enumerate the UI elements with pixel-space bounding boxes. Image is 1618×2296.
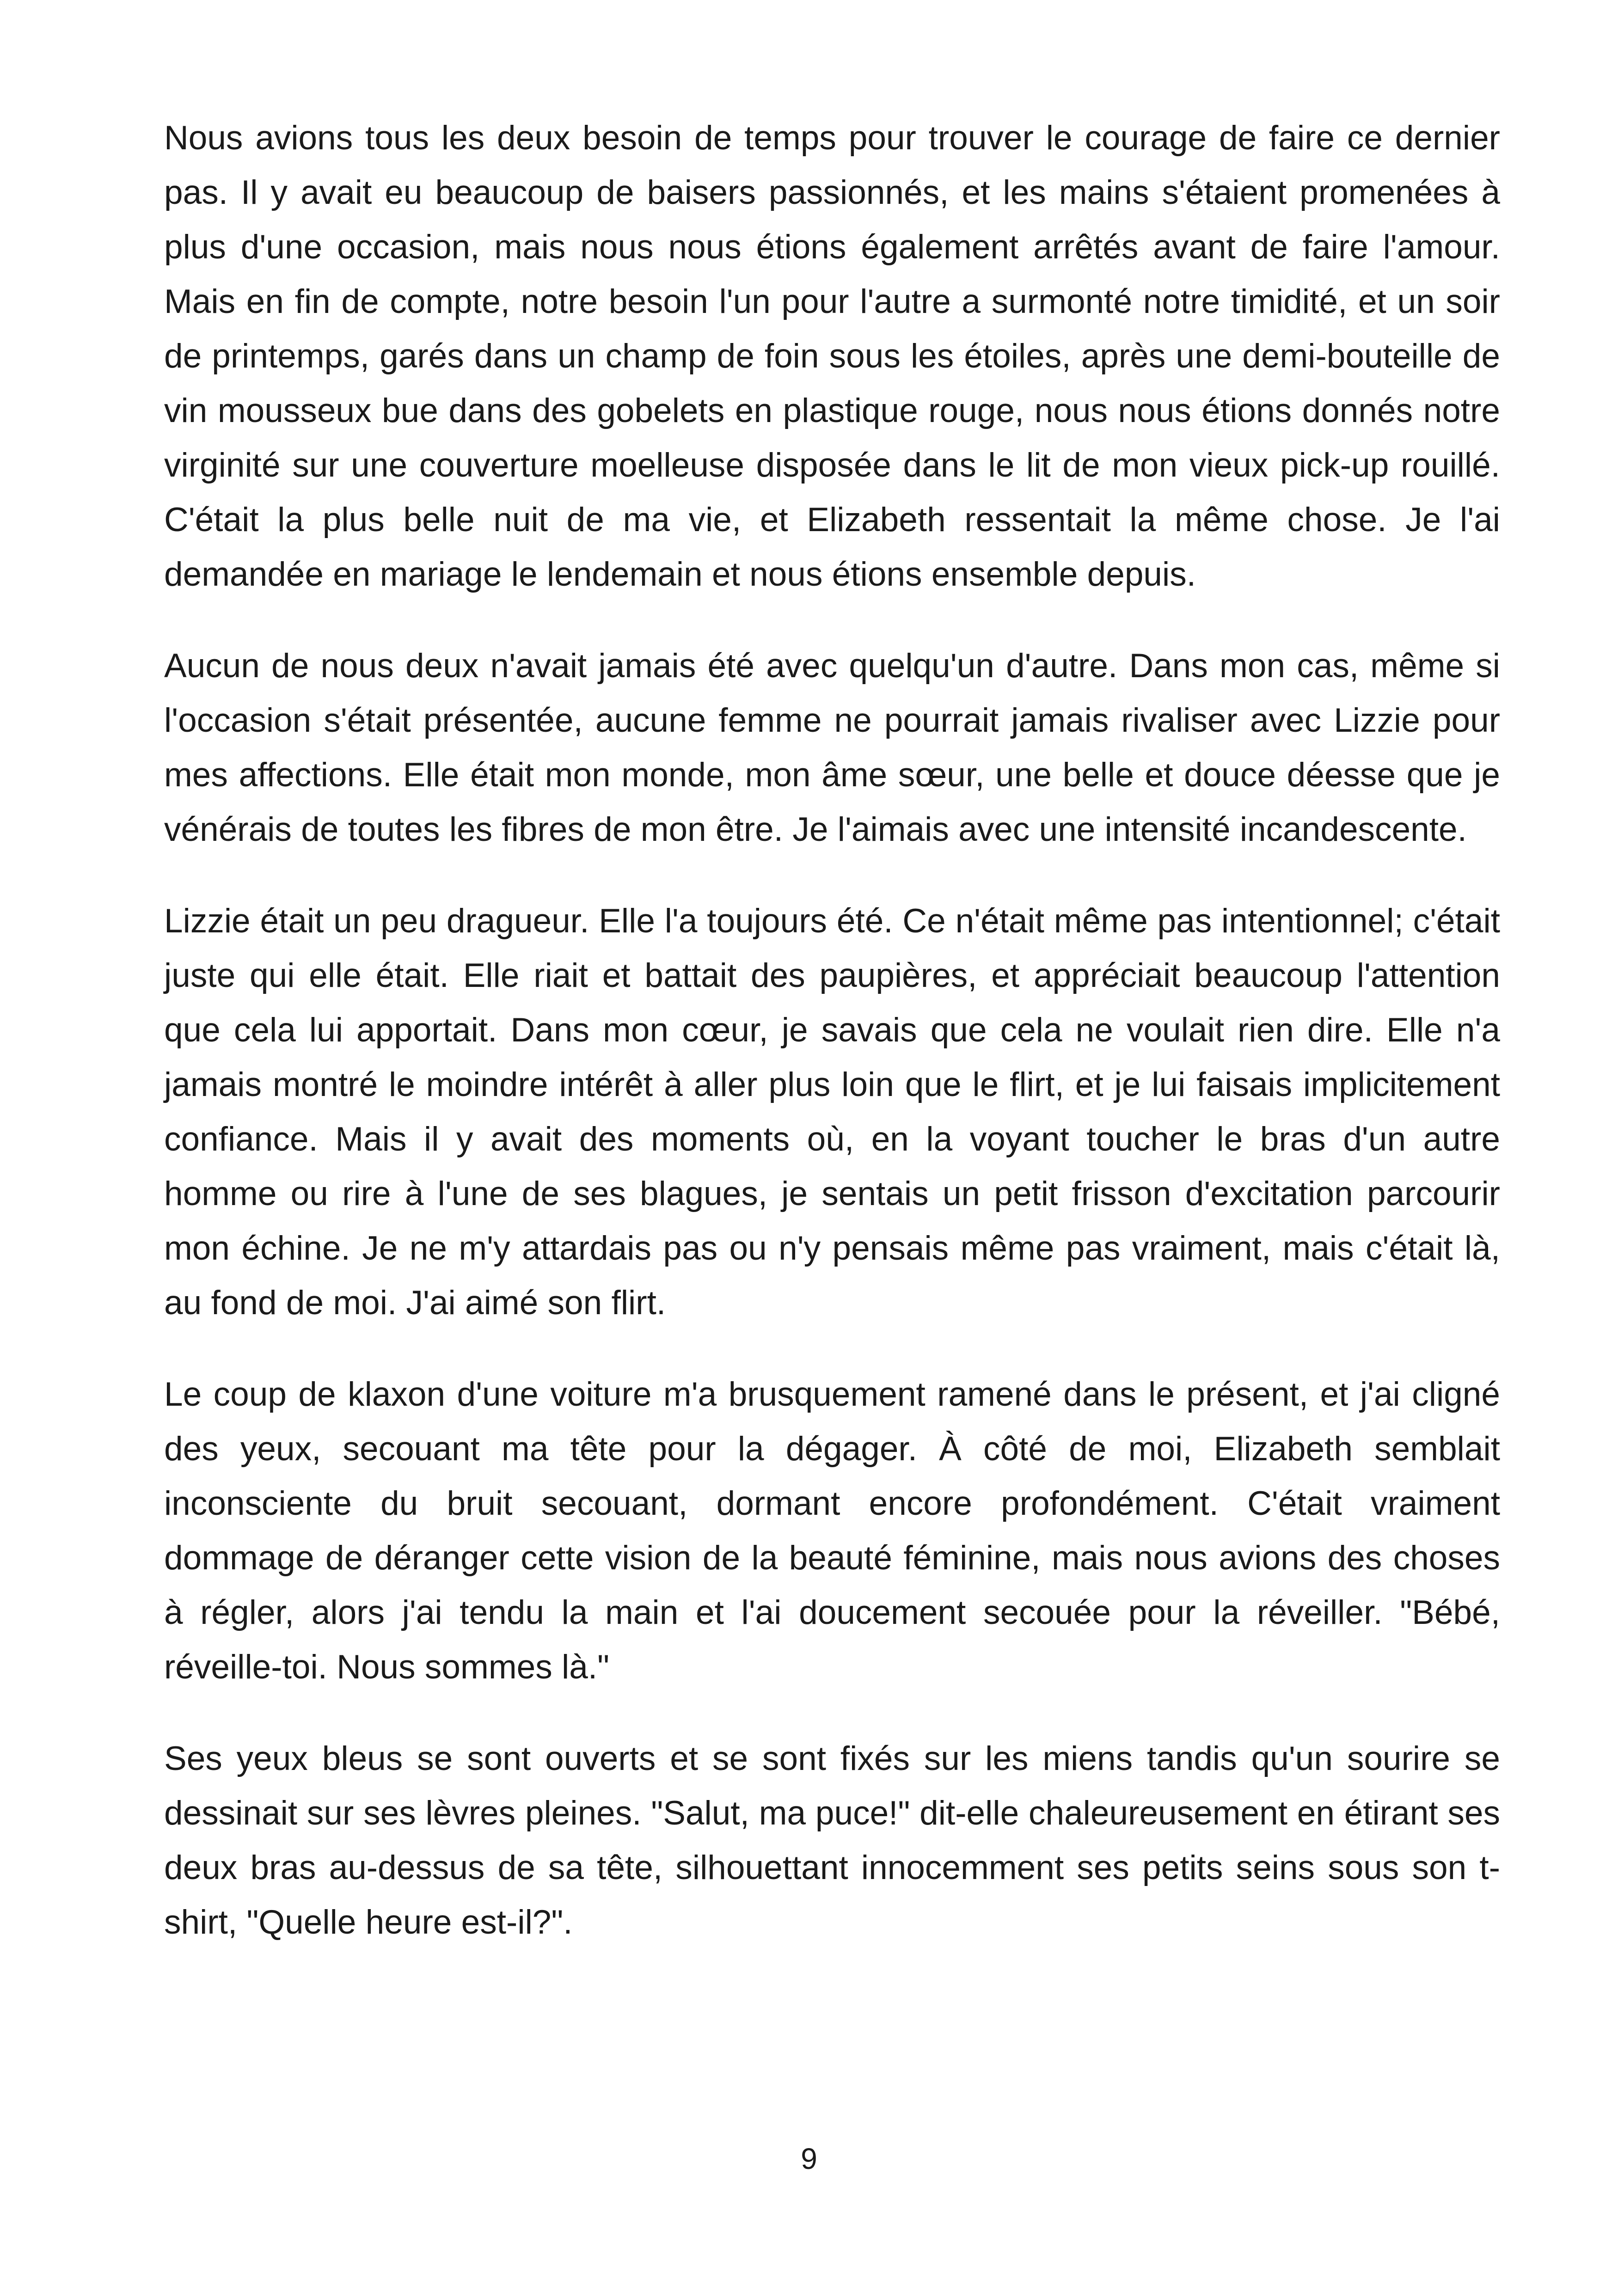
paragraph: Le coup de klaxon d'une voiture m'a brusquement ramené dans le présent, et j'ai cligné des yeux, secouant ma tête pour la dégager. À côté de moi, Elizabeth semblait inconsciente du bruit secouant, dormant encore profondément. C'était vraiment dommage de déranger cette vision de la beauté féminine, mais nous avions des choses à régler, alors j'ai tendu la main et l'ai doucement secouée pour la réveiller. "Bébé, réveille-toi. Nous sommes là." xyxy=(164,1376,1500,1686)
body-text xyxy=(164,111,1500,1987)
paragraph: Lizzie était un peu dragueur. Elle l'a toujours été. Ce n'était même pas intentionnel; c'était juste qui elle était. Elle riait et battait des paupières, et appréciait beaucoup l'attention que cela lui apportait. Dans mon cœur, je savais que cela ne voulait rien dire. Elle n'a jamais montré le moindre intérêt à aller plus loin que le flirt, et je lui faisais implicitement confiance. Mais il y avait des moments où, en la voyant toucher le bras d'un autre homme ou rire à l'une de ses blagues, je sentais un petit frisson d'excitation parcourir mon échine. Je ne m'y attardais pas ou n'y pensais même pas vraiment, mais c'était là, au fond de moi. J'ai aimé son flirt. xyxy=(164,902,1500,1322)
paragraph: Nous avions tous les deux besoin de temps pour trouver le courage de faire ce dernier pas. Il y avait eu beaucoup de baisers passionnés, et les mains s'étaient promenées à plus d'une occasion, mais nous nous étions également arrêtés avant de faire l'amour. Mais en fin de compte, notre besoin l'un pour l'autre a surmonté notre timidité, et un soir de printemps, garés dans un champ de foin sous les étoiles, après une demi-bouteille de vin mousseux bue dans des gobelets en plastique rouge, nous nous étions donnés notre virginité sur une couverture moelleuse disposée dans le lit de mon vieux pick-up rouillé. C'était la plus belle nuit de ma vie, et Elizabeth ressentait la même chose. Je l'ai demandée en mariage le lendemain et nous étions ensemble depuis. xyxy=(164,119,1500,593)
page-number: 9 xyxy=(801,2142,817,2175)
paragraph: Ses yeux bleus se sont ouverts et se sont fixés sur les miens tandis qu'un sourire se dessinait sur ses lèvres pleines. "Salut, ma puce!" dit-elle chaleureusement en étirant ses deux bras au-dessus de sa tête, silhouettant innocemment ses petits seins sous son t-shirt, "Quelle heure est-il?". xyxy=(164,1740,1500,1941)
paragraph: Aucun de nous deux n'avait jamais été avec quelqu'un d'autre. Dans mon cas, même si l'occasion s'était présentée, aucune femme ne pourrait jamais rivaliser avec Lizzie pour mes affections. Elle était mon monde, mon âme sœur, une belle et douce déesse que je vénérais de toutes les fibres de mon être. Je l'aimais avec une intensité incandescente. xyxy=(164,647,1500,848)
